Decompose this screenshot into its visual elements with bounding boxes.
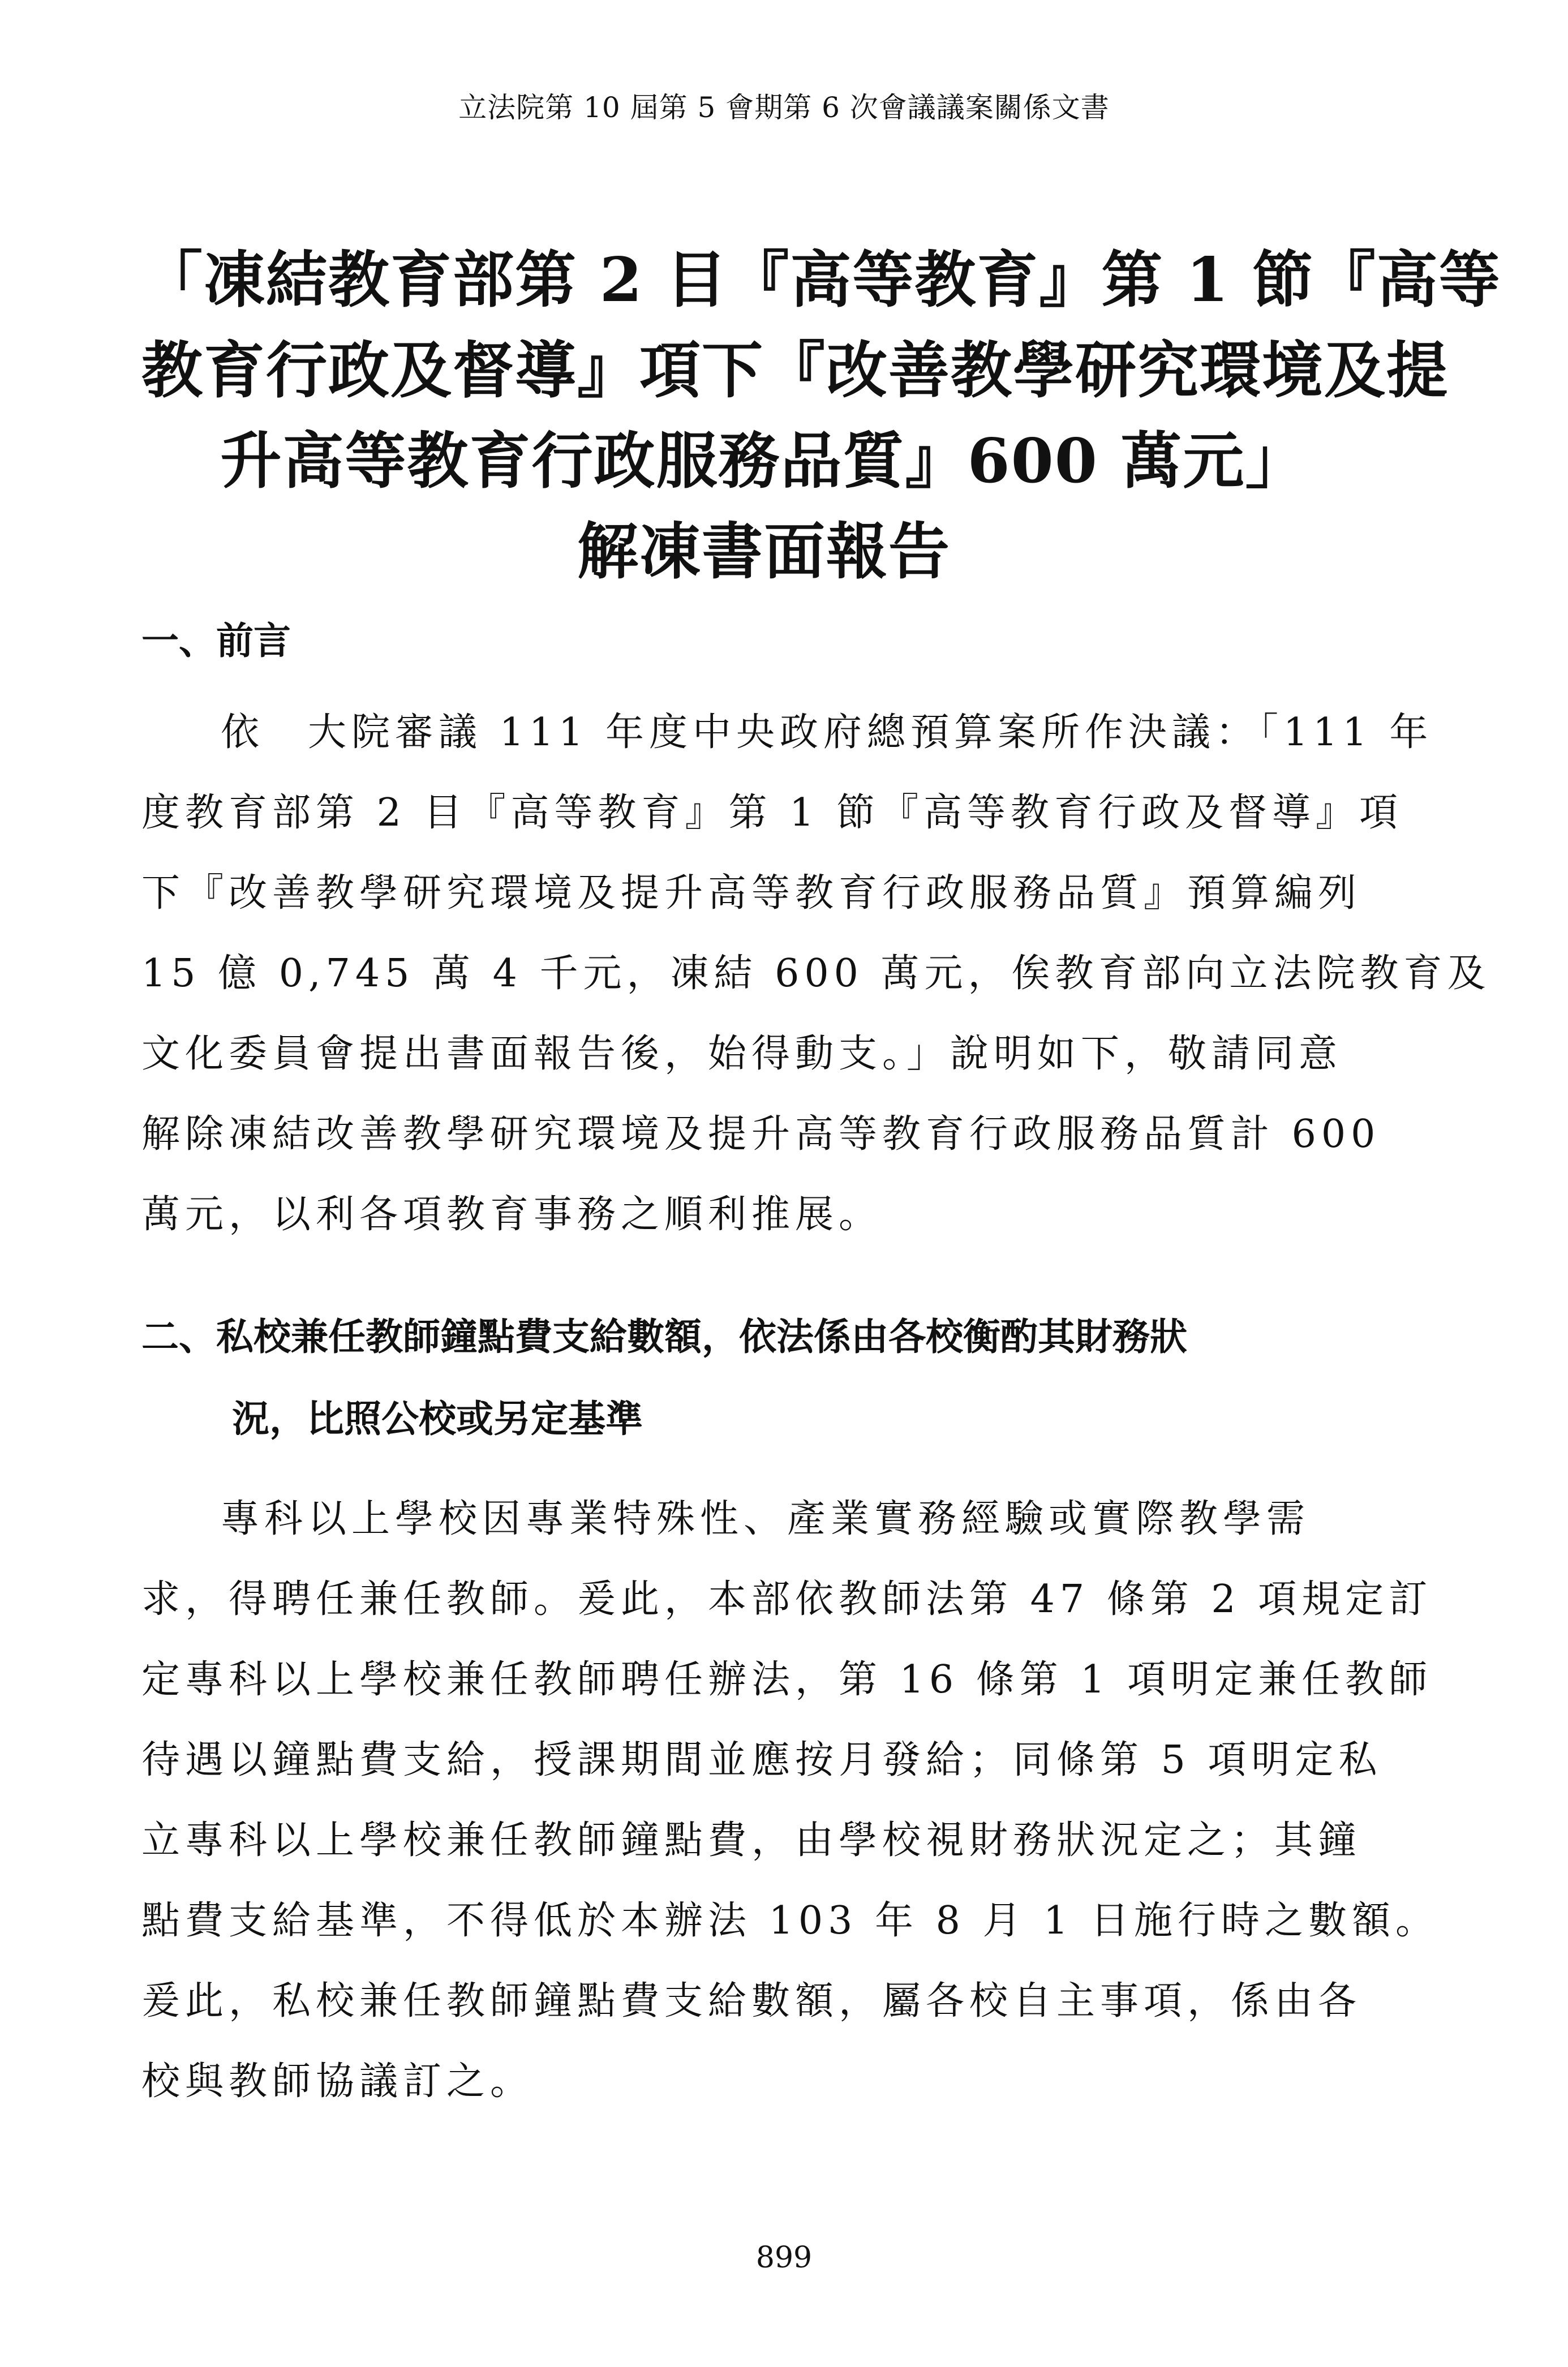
section-2-heading bbox=[141, 1296, 1187, 1460]
section-1-line-4: 15 億 0,745 萬 4 千元，凍結 600 萬元，俟教育部向立法院教育及 bbox=[141, 951, 1491, 996]
section-2-heading-line-2: 況，比照公校或另定基準 bbox=[232, 1397, 643, 1441]
page-number: 899 bbox=[755, 2241, 813, 2275]
section-2-line-7: 爰此，私校兼任教師鐘點費支給數額，屬各校自主事項，係由各 bbox=[141, 1979, 1362, 2024]
title-line-2: 教育行政及督導』項下『改善教學研究環境及提 bbox=[141, 335, 1449, 406]
title-line-1: 「凍結教育部第 2 目『高等教育』第 1 節『高等 bbox=[141, 244, 1501, 316]
section-2-line-6: 點費支給基準，不得低於本辦法 103 年 8 月 1 日施行時之數額。 bbox=[141, 1898, 1440, 1943]
section-1-line-6: 解除凍結改善教學研究環境及提升高等教育行政服務品質計 600 bbox=[141, 1112, 1381, 1157]
section-2-line-3: 定專科以上學校兼任教師聘任辦法，第 16 條第 1 項明定兼任教師 bbox=[141, 1657, 1433, 1702]
section-1-line-1: 依 大院審議 111 年度中央政府總預算案所作決議：「111 年 bbox=[221, 710, 1433, 755]
section-1-heading: 一、前言 bbox=[141, 618, 291, 663]
title-line-4: 解凍書面報告 bbox=[577, 516, 951, 587]
section-2-line-2: 求，得聘任兼任教師。爰此，本部依教師法第 47 條第 2 項規定訂 bbox=[141, 1577, 1433, 1622]
section-2-line-5: 立專科以上學校兼任教師鐘點費，由學校視財務狀況定之；其鐘 bbox=[141, 1818, 1362, 1863]
section-1-line-2: 度教育部第 2 目『高等教育』第 1 節『高等教育行政及督導』項 bbox=[141, 791, 1403, 835]
section-1-line-5: 文化委員會提出書面報告後，始得動支。」說明如下，敬請同意 bbox=[141, 1032, 1343, 1076]
document-title bbox=[141, 235, 1501, 597]
section-1-line-7: 萬元，以利各項教育事務之順利推展。 bbox=[141, 1192, 883, 1237]
running-header: 立法院第 10 屆第 5 會期第 6 次會議議案關係文書 bbox=[458, 91, 1110, 124]
title-line-3: 升高等教育行政服務品質』600 萬元」 bbox=[220, 426, 1308, 497]
section-1-line-3: 下『改善教學研究環境及提升高等教育行政服務品質』預算編列 bbox=[141, 871, 1362, 916]
section-2-line-4: 待遇以鐘點費支給，授課期間並應按月發給；同條第 5 項明定私 bbox=[141, 1738, 1382, 1782]
section-2-line-1: 專科以上學校因專業特殊性、產業實務經驗或實際教學需 bbox=[221, 1497, 1311, 1541]
section-2-heading-line-1: 二、私校兼任教師鐘點費支給數額，依法係由各校衡酌其財務狀 bbox=[141, 1314, 1187, 1359]
section-2-line-8: 校與教師協議訂之。 bbox=[141, 2059, 534, 2104]
